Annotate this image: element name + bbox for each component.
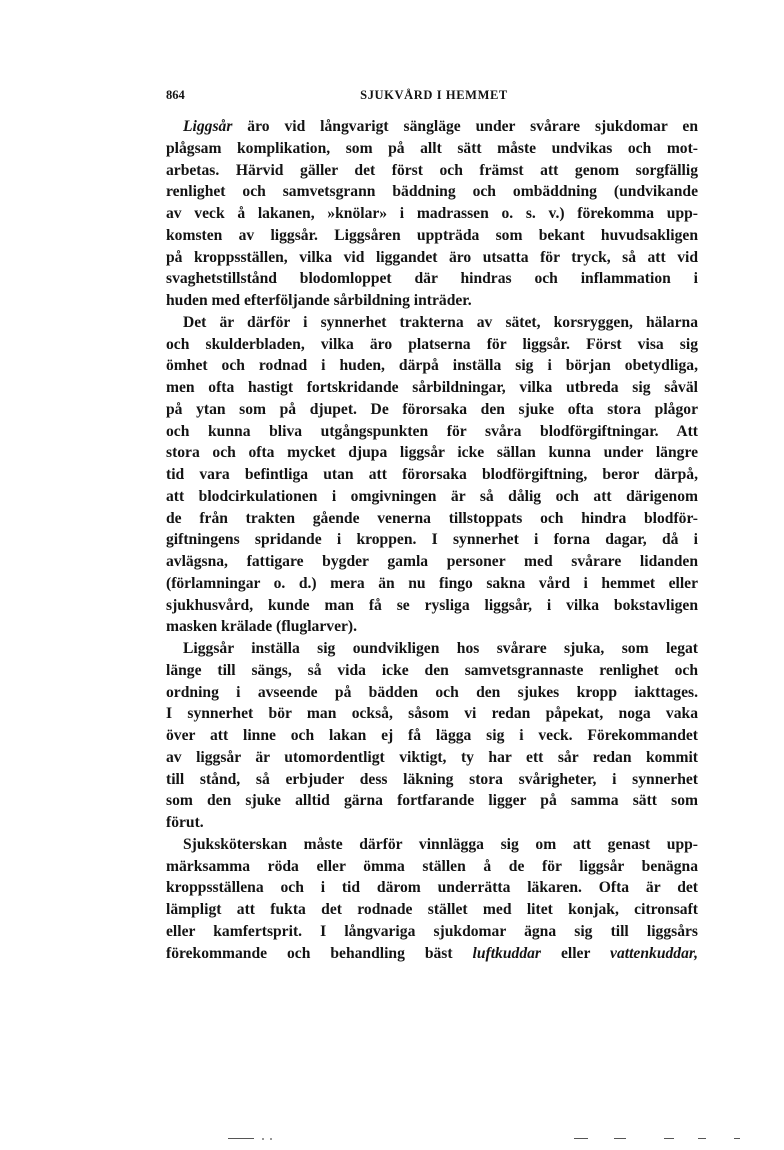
text-line: eller kamfertsprit. I långvariga sjukdomar ägna sig till liggsårs xyxy=(166,922,698,940)
text-segment: förekommande och behandling bäst xyxy=(166,944,473,962)
text-line: (förlamningar o. d.) mera än nu fingo sakna vård i hemmet eller xyxy=(166,574,698,592)
text-line xyxy=(166,116,698,138)
text-line: men ofta hastigt fortskridande sårbildningar, vilka utbreda sig såväl xyxy=(166,379,698,396)
text-segment: äro vid långvarigt sängläge under svårare sjukdomar en xyxy=(232,118,698,135)
text-line: masken krälade (fluglarver). xyxy=(166,618,358,636)
scan-mark xyxy=(698,1138,706,1139)
text-line: förut. xyxy=(166,814,204,831)
running-title: SJUKVÅRD I HEMMET xyxy=(360,88,508,102)
text-line: på ytan som på djupet. De förorsaka den sjuke ofta stora plågor xyxy=(166,400,698,418)
text-line: märksamma röda eller ömma ställen å de för liggsår benägna xyxy=(166,857,698,875)
text-line: ömhet och rodnad i huden, därpå inställa sig i början obetydliga, xyxy=(166,357,698,375)
text-line: plågsam komplikation, som på allt sätt måste undvikas och mot- xyxy=(166,139,698,157)
scan-mark xyxy=(270,1138,272,1140)
text-line: arbetas. Härvid gäller det först och främst att genom sorgfällig xyxy=(166,161,698,179)
scan-mark xyxy=(664,1138,674,1139)
text-line: Liggsår inställa sig oundvikligen hos svårare sjuka, som legat xyxy=(183,640,698,657)
scan-mark xyxy=(734,1138,740,1139)
text-line: lämpligt att fukta det rodnade stället med litet konjak, citronsaft xyxy=(166,901,698,918)
text-line: stora och ofta mycket djupa liggsår icke sällan kunna under längre xyxy=(166,444,698,462)
page-number: 864 xyxy=(166,88,185,102)
text-line: att blodcirkulationen i omgivningen är så dålig och att därigenom xyxy=(166,487,698,505)
text-line: över att linne och lakan ej få lägga sig i veck. Förekommandet xyxy=(166,727,698,744)
text-line: svaghetstillstånd blodomloppet där hindras och inflammation i xyxy=(166,270,698,288)
text-line: på kroppsställen, vilka vid liggandet äro utsatta för tryck, så att vid xyxy=(166,248,698,266)
text-line xyxy=(166,943,698,965)
text-line: giftningens spridande i kroppen. I synnerhet i forna dagar, då i xyxy=(166,531,698,549)
text-segment: eller xyxy=(541,944,611,962)
body-text xyxy=(166,116,698,964)
text-line: renlighet och samvetsgrann bäddning och ombäddning (undvikande xyxy=(166,183,698,201)
scan-artifact-marks xyxy=(224,1136,754,1142)
text-line: avlägsna, fattigare bygder gamla personer med svårare lidanden xyxy=(166,553,698,570)
text-line: och skulderbladen, vilka äro platserna för liggsår. Först visa sig xyxy=(166,335,698,353)
text-line: ordning i avseende på bädden och den sjukes kropp iakttages. xyxy=(166,683,698,701)
text-line: sjukhusvård, kunde man få se rysliga liggsår, i vilka bokstavligen xyxy=(166,596,698,614)
text-line: huden med efterföljande sårbildning inträder. xyxy=(166,292,472,309)
emphasis-term: vattenkuddar, xyxy=(610,944,698,962)
text-line: tid vara befintliga utan att förorsaka blodförgiftning, beror därpå, xyxy=(166,466,698,483)
text-line: komsten av liggsår. Liggsåren uppträda som bekant huvudsakligen xyxy=(166,226,698,244)
text-line: av liggsår är utomordentligt viktigt, ty har ett sår redan kommit xyxy=(166,748,698,766)
text-line: de från trakten gående venerna tillstoppats och hindra blodför- xyxy=(166,509,698,527)
scan-mark xyxy=(614,1138,626,1139)
scan-mark xyxy=(262,1138,264,1140)
text-line: som den sjuke alltid gärna fortfarande ligger på samma sätt som xyxy=(166,792,698,810)
text-line: Sjuksköterskan måste därför vinnlägga sig om att genast upp- xyxy=(183,835,698,853)
text-line: kroppsställena och i tid därom underrätta läkaren. Ofta är det xyxy=(166,879,698,897)
scan-mark xyxy=(228,1138,254,1139)
text-line: I synnerhet bör man också, såsom vi redan påpekat, noga vaka xyxy=(166,705,698,723)
text-line: och kunna bliva utgångspunkten för svåra blodförgiftningar. Att xyxy=(166,422,698,440)
emphasis-term: Liggsår xyxy=(183,118,233,135)
text-line: Det är därför i synnerhet trakterna av sätet, korsryggen, hälarna xyxy=(183,313,698,331)
emphasis-term: luftkuddar xyxy=(472,944,541,962)
text-line: länge till sängs, så vida icke den samvetsgrannaste renlighet och xyxy=(166,661,698,679)
text-line: av veck å lakanen, »knölar» i madrassen o. s. v.) förekomma upp- xyxy=(166,205,698,222)
text-line: till stånd, så erbjuder dess läkning stora svårigheter, i synnerhet xyxy=(166,770,698,788)
scan-mark xyxy=(574,1138,588,1139)
running-head xyxy=(166,88,698,106)
